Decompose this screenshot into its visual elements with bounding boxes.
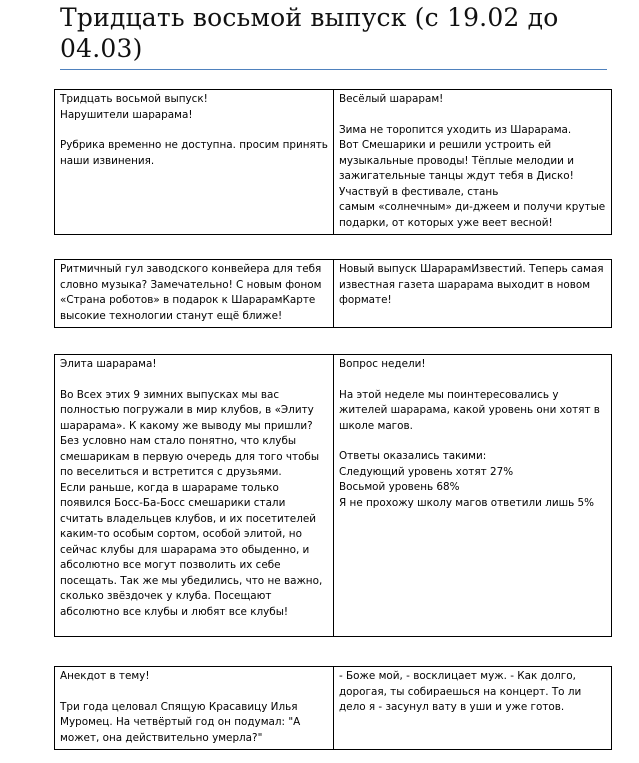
page-title: Тридцать восьмой выпуск (с 19.02 до 04.03) [60,3,559,63]
block-1-right-line: Вот Смешарики и решили устроить ей музыкальные проводы! Тёплые мелодии и зажигательные танцы ждут тебя в Диско! [339,139,574,182]
block-1-right-line: Весёлый шарарам! [339,93,444,105]
block-3-left-cell [55,355,334,637]
paragraph-gap [60,685,328,700]
content-block-1 [54,89,612,235]
block-4-right-cell [334,667,612,750]
block-1-right-line: Участвуй в фестивале, стань [339,185,499,198]
paragraph-gap [339,434,606,449]
block-3-right-line: Восьмой уровень 68% [339,481,460,493]
block-4-right-line: - Боже мой, - восклицает муж. - Как долго, дорогая, ты собираешься на концерт. То ли дело я - засунул вату в уши и уже готов. [339,670,582,713]
block-3-right-line: Следующий уровень хотят 27% [339,465,514,478]
block-2-left-cell [55,260,334,328]
block-4-left-line: Анекдот в тему! [60,670,150,682]
block-2-right-cell [334,260,612,328]
block-3-left-line: Если раньше, когда в шарараме только появился Босс-Ба-Босс смешарики стали считать владельцев клубов, и их посетителей каким-то особым сортом, особой элитой, но сейчас клубы для шарарама это обыденно, и абсолютно все могут позволить их себе посещать. Так же мы убедились, что не важно, сколько звёздочек у клуба. Посещают абсолютно все клубы и любят все клубы! [60,481,323,618]
block-1-left-line: Рубрика временно не доступна. просим принять наши извинения. [60,139,328,167]
block-4-left-line: Три года целовал Спящую Красавицу Илья Муромец. На четвёртый год он подумал: "А может, она действительно умерла?" [60,700,301,744]
block-2-right-line: Новый выпуск ШарарамИзвестий. Теперь самая известная газета шарарама выходит в новом формате! [339,263,604,306]
content-block-2 [54,259,612,328]
block-4-left-cell [55,667,334,750]
block-3-left-line: Во Всех этих 9 зимних выпусках мы вас полностью погружали в мир клубов, в «Элиту шарарама». К какому же выводу мы пришли? Без условно нам стало понятно, что клубы смешарикам в первую очередь для того чтобы по веселиться и встретится с друзьями. [60,388,320,478]
block-1-left-line: Тридцать восьмой выпуск! [60,93,208,105]
block-3-right-line: Я не прохожу школу магов ответили лишь 5% [339,496,595,509]
paragraph-gap [339,373,606,388]
title-underline [60,69,607,70]
block-2-left-line: Ритмичный гул заводского конвейера для тебя словно музыка? Замечательно! С новым фоном «Страна роботов» в подарок к ШарарамКарте высокие технологии станут ещё ближе! [60,263,322,322]
content-block-4 [54,666,612,750]
paragraph-gap [339,108,606,123]
block-3-right-cell [334,355,612,637]
block-1-right-line: Зима не торопится уходить из Шарарама. [339,123,572,136]
block-3-left-line: Элита шарарама! [60,358,157,370]
paragraph-gap [60,123,328,138]
paragraph-gap [60,373,328,388]
block-1-right-line: самым «солнечным» ди-джеем и получи крутые подарки, от которых уже веет весной! [339,201,606,229]
block-3-right-line: Вопрос недели! [339,358,426,370]
block-3-right-line: Ответы оказались такими: [339,450,487,462]
block-3-right-line: На этой неделе мы поинтересовались у жителей шарарама, какой уровень они хотят в школе магов. [339,388,600,432]
block-1-left-line: Нарушители шарарама! [60,108,193,121]
block-1-left-cell [55,90,334,235]
block-1-right-cell [334,90,612,235]
content-block-3 [54,354,612,637]
